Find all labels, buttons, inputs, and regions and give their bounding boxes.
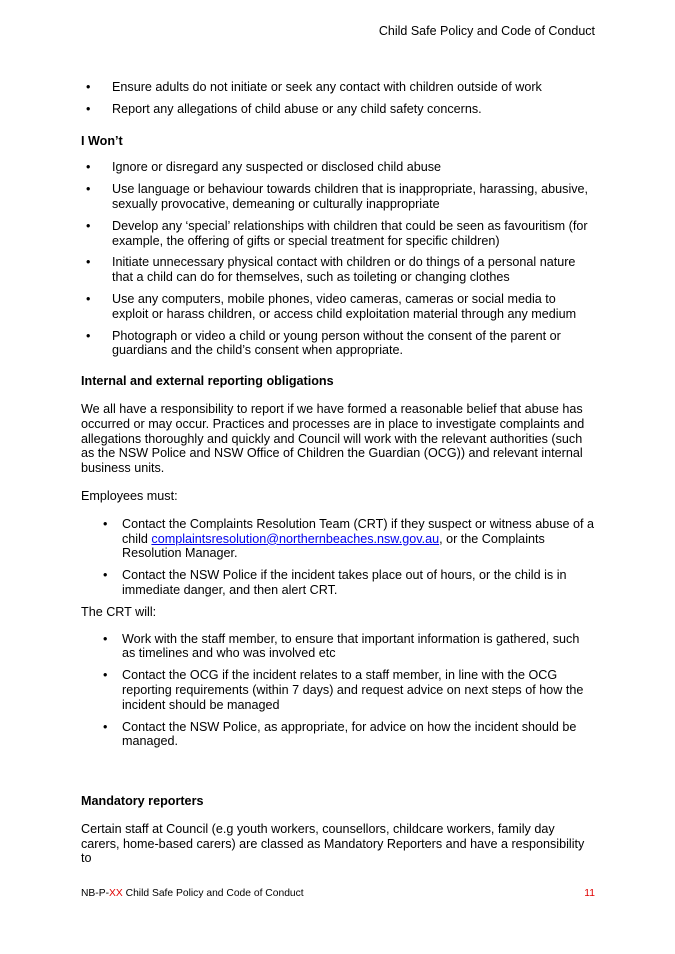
footer-title: Child Safe Policy and Code of Conduct (122, 888, 304, 899)
list-item: • Report any allegations of child abuse or any child safety concerns. (81, 102, 595, 117)
crt-intro: The CRT will: (81, 604, 157, 619)
page-number: 11 (584, 888, 595, 899)
page-content (81, 80, 595, 866)
list-item: • Initiate unnecessary physical contact with children or do things of a personal nature that a child can do for themselves, such as toileting or changing clothes (81, 255, 595, 285)
page-footer (81, 888, 595, 899)
employees-intro: Employees must: (81, 488, 178, 503)
i-wont-list (81, 160, 595, 358)
employees-list (103, 517, 595, 598)
reporting-paragraph: We all have a responsibility to report if we have formed a reasonable belief that abuse has occurred or may occur. Practices and processes are in place to investigate complaints and allegations thoroughly and quickly and Council will work with the relevant authorities (such as the NSW Police and NSW Office of Children the Guardian (OCG)) and relevant internal business units. (81, 401, 585, 476)
list-item: • Use any computers, mobile phones, video cameras, cameras or social media to exploit or harass children, or access child exploitation material through any medium (81, 292, 595, 322)
reporting-heading: Internal and external reporting obligations (81, 374, 334, 389)
list-item: • Photograph or video a child or young person without the consent of the parent or guardians and the child’s consent when appropriate. (81, 329, 595, 359)
mandatory-heading: Mandatory reporters (81, 794, 204, 809)
list-item: • Ignore or disregard any suspected or disclosed child abuse (81, 160, 595, 175)
list-item-text: , or the Complaints Resolution Manager. (122, 531, 545, 561)
mandatory-paragraph: Certain staff at Council (e.g youth workers, counsellors, childcare workers, family day carers, home-based carers) are classed as Mandatory Reporters and have a responsibility to (81, 821, 585, 866)
list-item: • Contact the NSW Police if the incident takes place out of hours, or the child is in immediate danger, and then alert CRT. (103, 568, 595, 598)
list-item: • Contact the OCG if the incident relates to a staff member, in line with the OCG reporting requirements (within 7 days) and request advice on next steps of how the incident should be managed (103, 668, 595, 712)
list-item: • Work with the staff member, to ensure that important information is gathered, such as timelines and who was involved etc (103, 632, 595, 662)
crt-list (103, 632, 595, 750)
page-header: Child Safe Policy and Code of Conduct (378, 24, 595, 38)
i-wont-heading: I Won’t (81, 133, 123, 148)
complaints-email-link[interactable]: complaintsresolution@northernbeaches.nsw.gov.au (151, 531, 440, 546)
list-item: • Ensure adults do not initiate or seek any contact with children outside of work (81, 80, 595, 95)
footer-code-prefix: NB-P- (81, 888, 110, 899)
footer-code-red: XX (109, 888, 123, 899)
list-item-text: Contact the Complaints Resolution Team (CRT) if they suspect or witness abuse of a child (122, 516, 595, 546)
list-item (103, 517, 595, 561)
list-item: • Use language or behaviour towards children that is inappropriate, harassing, abusive, sexually provocative, demeaning or culturally inappropriate (81, 182, 595, 212)
list-item: • Contact the NSW Police, as appropriate, for advice on how the incident should be managed. (103, 720, 595, 750)
list-item: • Develop any ‘special’ relationships with children that could be seen as favouritism (for example, the offering of gifts or special treatment for specific children) (81, 219, 595, 249)
top-bullet-list (81, 80, 595, 117)
